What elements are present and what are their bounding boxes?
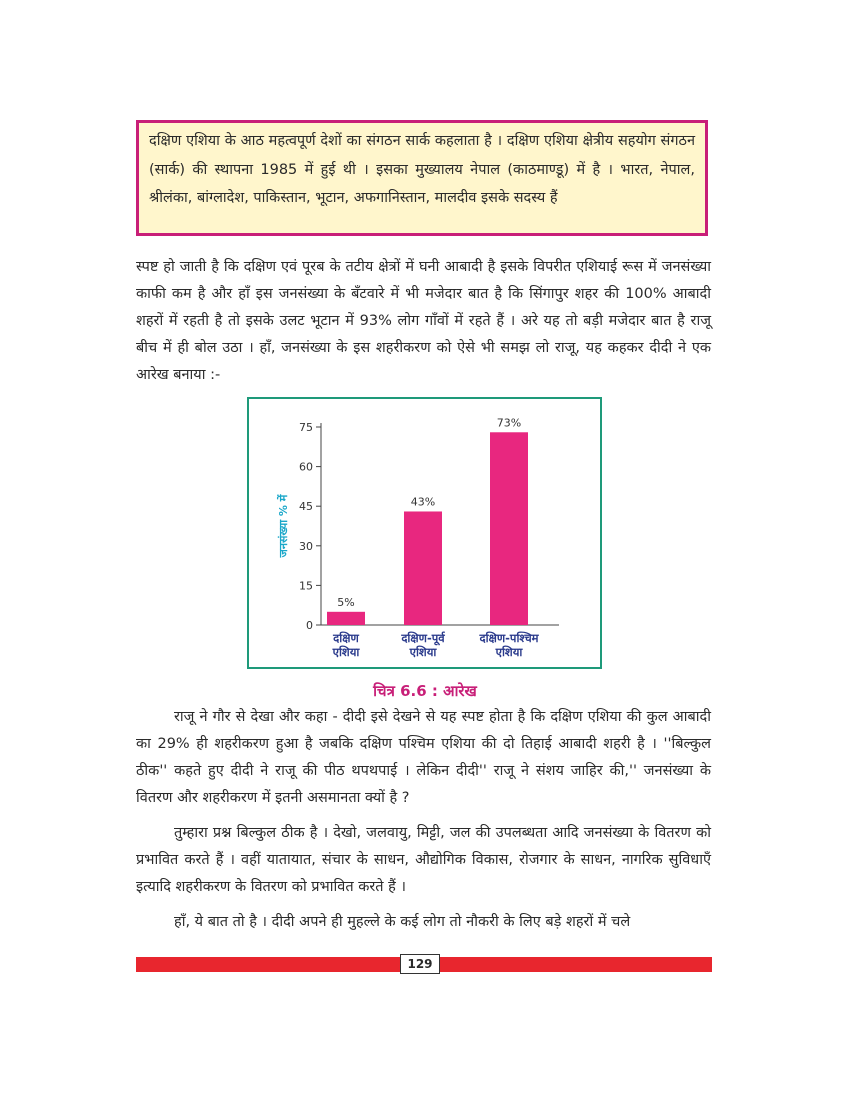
paragraph-migration: हाँ, ये बात तो है । दीदी अपने ही मुहल्ले के कई लोग तो नौकरी के लिए बड़े शहरों में चले [174, 914, 631, 930]
y-tick-label: 75 [299, 421, 313, 434]
y-tick-label: 0 [306, 619, 313, 632]
y-tick-label: 30 [299, 539, 313, 553]
bar-3 [490, 432, 528, 625]
y-axis-label: जनसंख्या % में [277, 494, 290, 558]
category-label-3: दक्षिण-पश्चिम [479, 631, 539, 645]
y-tick-label: 60 [299, 460, 313, 474]
data-label-3: 73% [496, 416, 522, 430]
page-number: 129 [400, 954, 440, 974]
paragraph-population-distribution: स्पष्ट हो जाती है कि दक्षिण एवं पूरब के तटीय क्षेत्रों में घनी आबादी है इसके विपरीत एशियाई रूस में जनसंख्या काफी कम है और हाँ इस जनसंख्या के बँटवारे में भी मजेदार बात है कि सिंगापुर शहर की 100% आबादी शहरों में रहती है तो इसके उलट भूटान में 93% लोग गाँवों में रहते हैं । अरे यह तो बड़ी मजेदार बात है राजू बीच में ही बोल उठा । हाँ, जनसंख्या के इस शहरीकरण को ऐसे भी समझ लो राजू, यह कहकर दीदी ने एक आरेख बनाया :- [136, 259, 711, 383]
paragraph-factors: तुम्हारा प्रश्न बिल्कुल ठीक है । देखो, जलवायु, मिट्टी, जल की उपलब्धता आदि जनसंख्या के वितरण को प्रभावित करते हैं । वहीं यातायात, संचार के साधन, औद्योगिक विकास, रोजगार के साधन, नागरिक सुविधाएँ इत्यादि शहरीकरण के वितरण को प्रभावित करते हैं । [136, 825, 711, 895]
figure-caption: चित्र 6.6 : आरेख [373, 682, 477, 700]
data-label-2: 43% [410, 495, 436, 509]
category-label-1: एशिया [332, 645, 360, 659]
chart-canvas [249, 399, 600, 667]
data-label-1: 5% [337, 595, 355, 609]
sarc-info-box [136, 120, 708, 236]
category-label-1: दक्षिण [333, 631, 359, 645]
category-label-2: एशिया [409, 645, 437, 659]
bar-2 [404, 511, 442, 625]
sarc-info-text: दक्षिण एशिया के आठ महत्वपूर्ण देशों का संगठन सार्क कहलाता है । दक्षिण एशिया क्षेत्रीय सहयोग संगठन (सार्क) की स्थापना 1985 में हुई थी । इसका मुख्यालय नेपाल (काठमाण्डू) में है । भारत, नेपाल, श्रीलंका, बांग्लादेश, पाकिस्तान, भूटान, अफगानिस्तान, मालदीव इसके सदस्य हैं [149, 133, 695, 206]
paragraph-raju-observation: राजू ने गौर से देखा और कहा - दीदी इसे देखने से यह स्पष्ट होता है कि दक्षिण एशिया की कुल आबादी का 29% ही शहरीकरण हुआ है जबकि दक्षिण पश्चिम एशिया की दो तिहाई आबादी शहरी है । ''बिल्कुल ठीक'' कहते हुए दीदी ने राजू की पीठ थपथपाई । लेकिन दीदी'' राजू ने संशय जाहिर की,'' जनसंख्या के वितरण और शहरीकरण में इतनी असमानता क्यों है ? [136, 709, 711, 806]
y-tick-label: 15 [299, 579, 313, 593]
category-label-3: एशिया [495, 645, 523, 659]
urbanization-bar-chart [247, 397, 602, 669]
category-label-2: दक्षिण-पूर्व [401, 631, 445, 645]
y-tick-label: 45 [299, 500, 313, 514]
bar-1 [327, 612, 365, 625]
